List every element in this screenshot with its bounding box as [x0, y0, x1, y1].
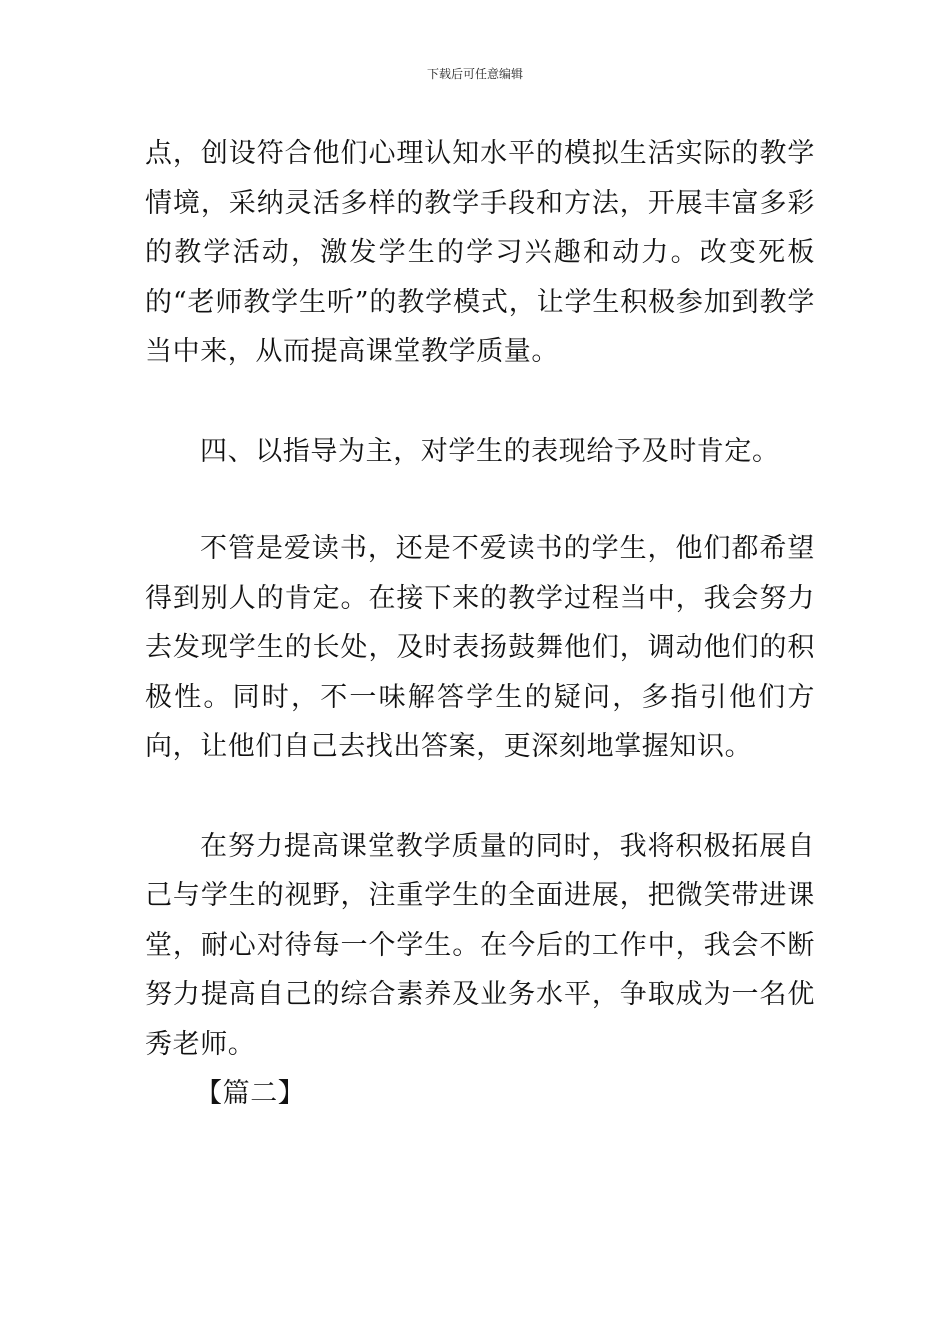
paragraph-conclusion: 在努力提高课堂教学质量的同时，我将积极拓展自己与学生的视野，注重学生的全面进展，把微笑带进课堂，耐心对待每一个学生。在今后的工作中，我会不断努力提高自己的综合素养及业务水平，争取成为一名优秀老师。 [145, 830, 815, 1060]
part-two-heading: 【篇二】 [195, 1078, 306, 1109]
paragraph-praise: 不管是爱读书，还是不爱读书的学生，他们都希望得到别人的肯定。在接下来的教学过程当中，我会努力去发现学生的长处，及时表扬鼓舞他们，调动他们的积极性。同时，不一味解答学生的疑问，多指引他们方向，让他们自己去找出答案，更深刻地掌握知识。 [145, 533, 815, 762]
section-heading-four: 四、以指导为主，对学生的表现给予及时肯定。 [200, 435, 780, 467]
page-header-note: 下载后可任意编辑 [426, 67, 523, 81]
paragraph-continuation: 点，创设符合他们心理认知水平的模拟生活实际的教学情境，采纳灵活多样的教学手段和方法，开展丰富多彩的教学活动，激发学生的学习兴趣和动力。改变死板的“老师教学生听”的教学模式，让学生积极参加到教学当中来，从而提高课堂教学质量。 [145, 138, 815, 367]
document-body [145, 129, 815, 1119]
